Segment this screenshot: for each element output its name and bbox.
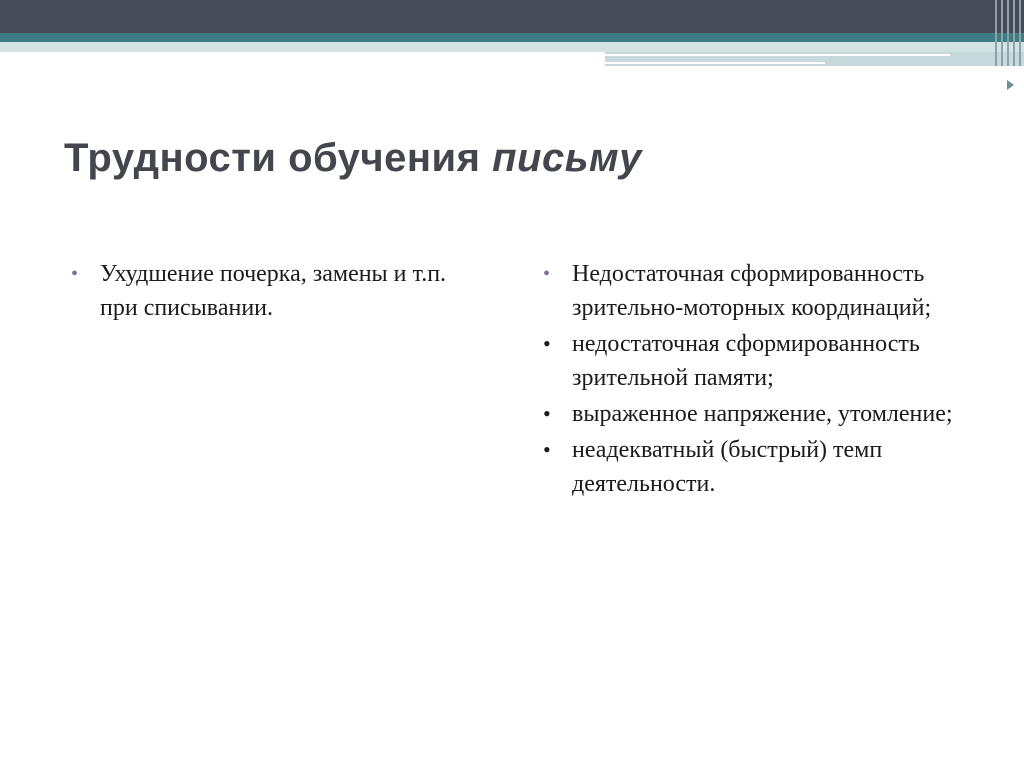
title-main: Трудности обучения	[64, 136, 481, 180]
sub-list-item	[540, 327, 960, 395]
sub-list-item-text: недостаточная сформированность зрительной памяти;	[572, 331, 920, 391]
sub-list-item	[540, 433, 960, 501]
sub-bullet-icon: •	[543, 437, 551, 462]
header-band-teal	[0, 33, 1024, 42]
header-band-dark	[0, 0, 1024, 33]
triangle-marker-icon	[1007, 80, 1014, 90]
bullet-icon: •	[71, 263, 79, 285]
sub-list-item-text: неадекватный (быстрый) темп деятельности.	[572, 437, 883, 497]
header-stripes	[993, 0, 1024, 66]
header-band-pale	[0, 42, 1024, 52]
list-item	[540, 257, 960, 325]
bullet-icon: •	[543, 263, 551, 285]
header-accent-line-short	[605, 62, 825, 64]
list-item-text: Ухудшение почерка, замены и т.п. при списывании.	[100, 261, 447, 321]
right-column	[540, 257, 960, 501]
sub-list-item-text: выраженное напряжение, утомление;	[572, 401, 953, 427]
sub-bullet-icon: •	[543, 331, 551, 356]
list-item	[68, 257, 488, 325]
sub-bullet-icon: •	[543, 401, 551, 426]
left-column	[68, 257, 488, 325]
list-item-text: Недостаточная сформированность зрительно-моторных координаций;	[572, 261, 932, 321]
slide-title	[64, 136, 642, 181]
title-emphasis: письму	[492, 136, 642, 180]
sub-list-item	[540, 397, 960, 431]
header-accent-line	[605, 54, 950, 56]
